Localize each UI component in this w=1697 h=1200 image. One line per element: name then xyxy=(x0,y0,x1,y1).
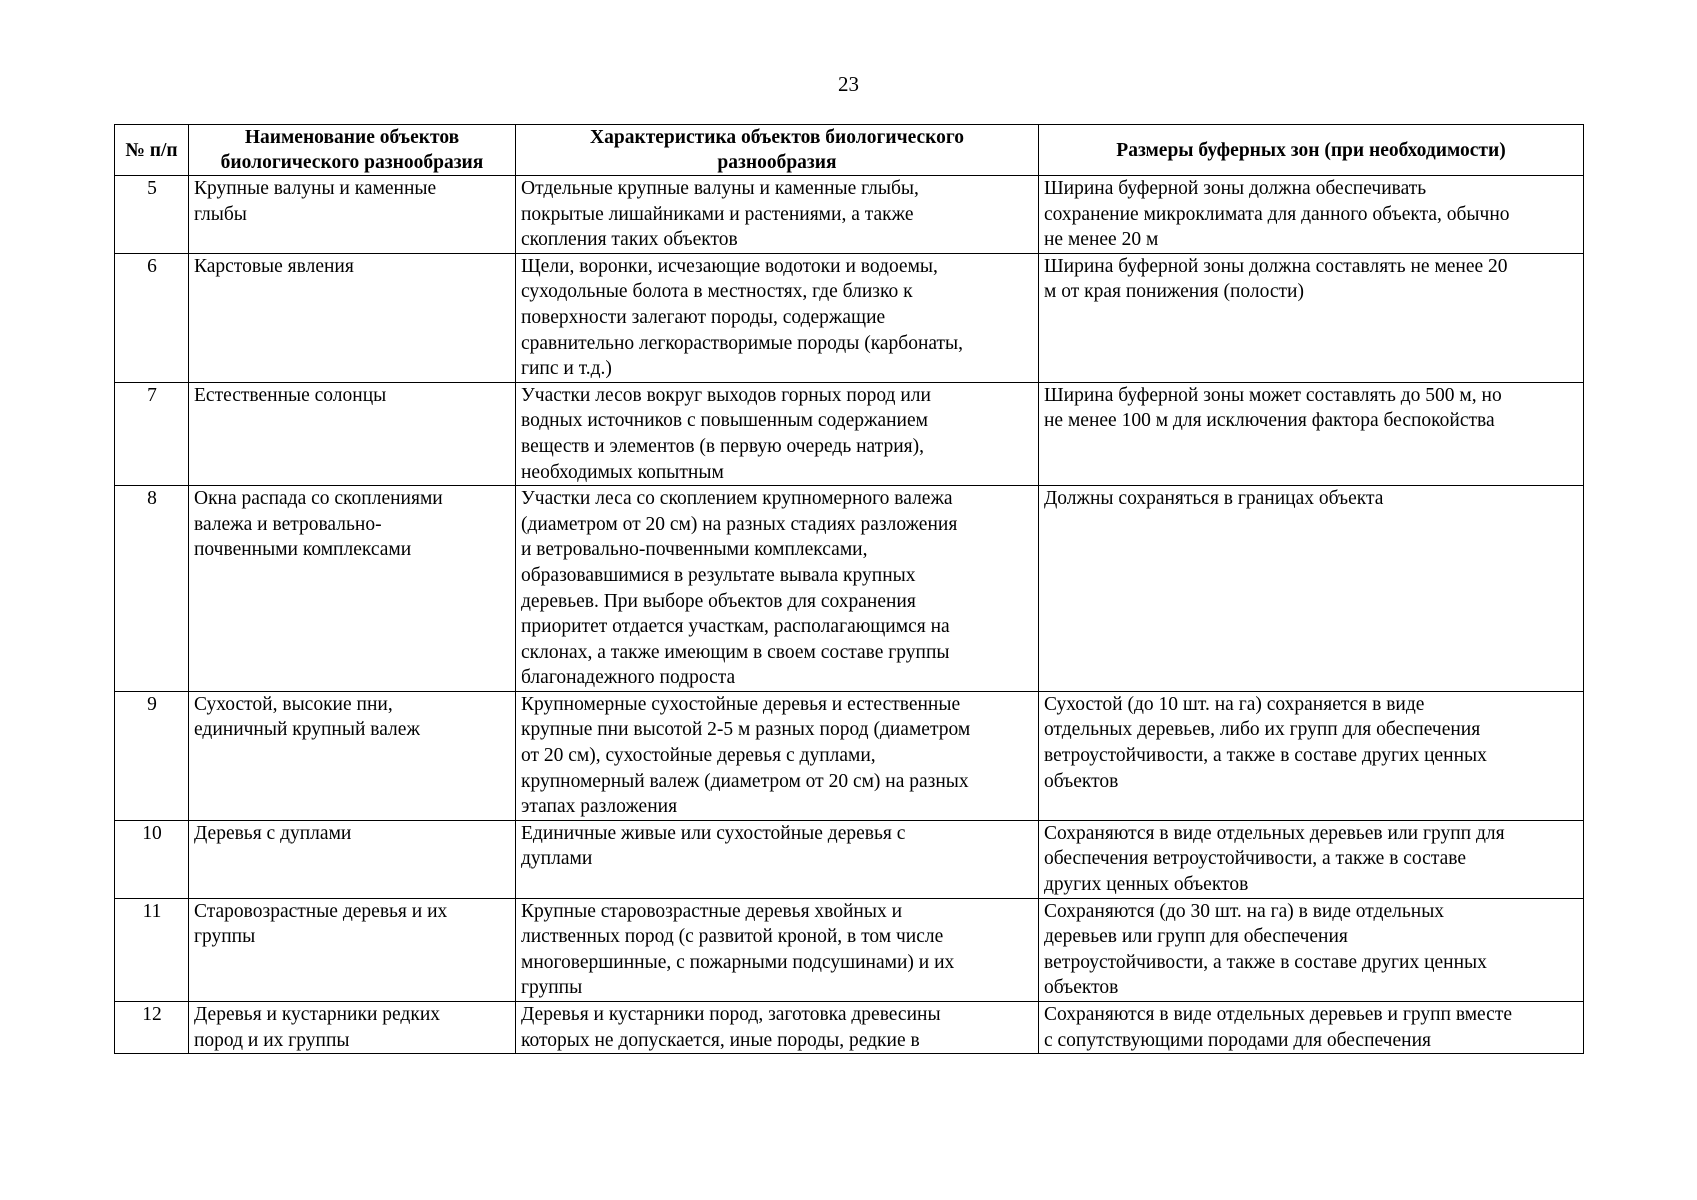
row-number: 12 xyxy=(115,1002,189,1054)
header-object-name: Наименование объектов биологического разнообразия xyxy=(189,125,516,176)
table-row xyxy=(115,382,1584,485)
characteristic-cell: Участки леса со скоплением крупномерного валежа (диаметром от 20 см) на разных стадиях разложения и ветровально-почвенными комплексами, образовавшимися в результате вывала крупных деревьев. При выборе объектов для сохранения приоритет отдается участкам, располагающимся на склонах, а также имеющим в своем составе группы благонадежного подроста xyxy=(516,486,1039,692)
buffer-zone-cell: Сухостой (до 10 шт. на га) сохраняется в виде отдельных деревьев, либо их групп для обеспечения ветроустойчивости, а также в составе других ценных объектов xyxy=(1039,691,1584,820)
table-row xyxy=(115,820,1584,898)
buffer-zone-cell: Сохраняются в виде отдельных деревьев и групп вместе с сопутствующими породами для обеспечения xyxy=(1039,1002,1584,1054)
header-characteristic: Характеристика объектов биологического разнообразия xyxy=(516,125,1039,176)
table-row xyxy=(115,176,1584,254)
object-name-cell: Карстовые явления xyxy=(189,253,516,382)
characteristic-cell: Отдельные крупные валуны и каменные глыбы, покрытые лишайниками и растениями, а также скопления таких объектов xyxy=(516,176,1039,254)
characteristic-cell: Единичные живые или сухостойные деревья с дуплами xyxy=(516,820,1039,898)
object-name-cell: Старовозрастные деревья и их группы xyxy=(189,898,516,1001)
characteristic-cell: Крупные старовозрастные деревья хвойных и лиственных пород (с развитой кроной, в том числе многовершинные, с пожарными подсушинами) и их группы xyxy=(516,898,1039,1001)
object-name-cell: Сухостой, высокие пни, единичный крупный валеж xyxy=(189,691,516,820)
table-header-row xyxy=(115,125,1584,176)
row-number: 7 xyxy=(115,382,189,485)
buffer-zone-cell: Сохраняются в виде отдельных деревьев или групп для обеспечения ветроустойчивости, а также в составе других ценных объектов xyxy=(1039,820,1584,898)
characteristic-cell: Деревья и кустарники пород, заготовка древесины которых не допускается, иные породы, редкие в xyxy=(516,1002,1039,1054)
row-number: 10 xyxy=(115,820,189,898)
header-buffer-zone: Размеры буферных зон (при необходимости) xyxy=(1039,125,1584,176)
buffer-zone-cell: Должны сохраняться в границах объекта xyxy=(1039,486,1584,692)
object-name-cell: Деревья и кустарники редких пород и их группы xyxy=(189,1002,516,1054)
buffer-zone-cell: Ширина буферной зоны должна обеспечивать сохранение микроклимата для данного объекта, обычно не менее 20 м xyxy=(1039,176,1584,254)
row-number: 9 xyxy=(115,691,189,820)
row-number: 8 xyxy=(115,486,189,692)
buffer-zone-cell: Ширина буферной зоны должна составлять не менее 20 м от края понижения (полости) xyxy=(1039,253,1584,382)
header-number: № п/п xyxy=(115,125,189,176)
object-name-cell: Крупные валуны и каменные глыбы xyxy=(189,176,516,254)
object-name-cell: Окна распада со скоплениями валежа и ветровально- почвенными комплексами xyxy=(189,486,516,692)
buffer-zone-cell: Сохраняются (до 30 шт. на га) в виде отдельных деревьев или групп для обеспечения ветроустойчивости, а также в составе других ценных объектов xyxy=(1039,898,1584,1001)
object-name-cell: Естественные солонцы xyxy=(189,382,516,485)
row-number: 11 xyxy=(115,898,189,1001)
page-number: 23 xyxy=(838,72,859,96)
characteristic-cell: Крупномерные сухостойные деревья и естественные крупные пни высотой 2-5 м разных пород (диаметром от 20 см), сухостойные деревья с дуплами, крупномерный валеж (диаметром от 20 см) на разных этапах разложения xyxy=(516,691,1039,820)
table-row xyxy=(115,486,1584,692)
table-row xyxy=(115,253,1584,382)
table-row xyxy=(115,1002,1584,1054)
biodiversity-table xyxy=(114,124,1584,1054)
table-row xyxy=(115,898,1584,1001)
table-row xyxy=(115,691,1584,820)
object-name-cell: Деревья с дуплами xyxy=(189,820,516,898)
row-number: 6 xyxy=(115,253,189,382)
characteristic-cell: Участки лесов вокруг выходов горных пород или водных источников с повышенным содержанием веществ и элементов (в первую очередь натрия), необходимых копытным xyxy=(516,382,1039,485)
characteristic-cell: Щели, воронки, исчезающие водотоки и водоемы, суходольные болота в местностях, где близко к поверхности залегают породы, содержащие сравнительно легкорастворимые породы (карбонаты, гипс и т.д.) xyxy=(516,253,1039,382)
row-number: 5 xyxy=(115,176,189,254)
buffer-zone-cell: Ширина буферной зоны может составлять до 500 м, но не менее 100 м для исключения фактора беспокойства xyxy=(1039,382,1584,485)
